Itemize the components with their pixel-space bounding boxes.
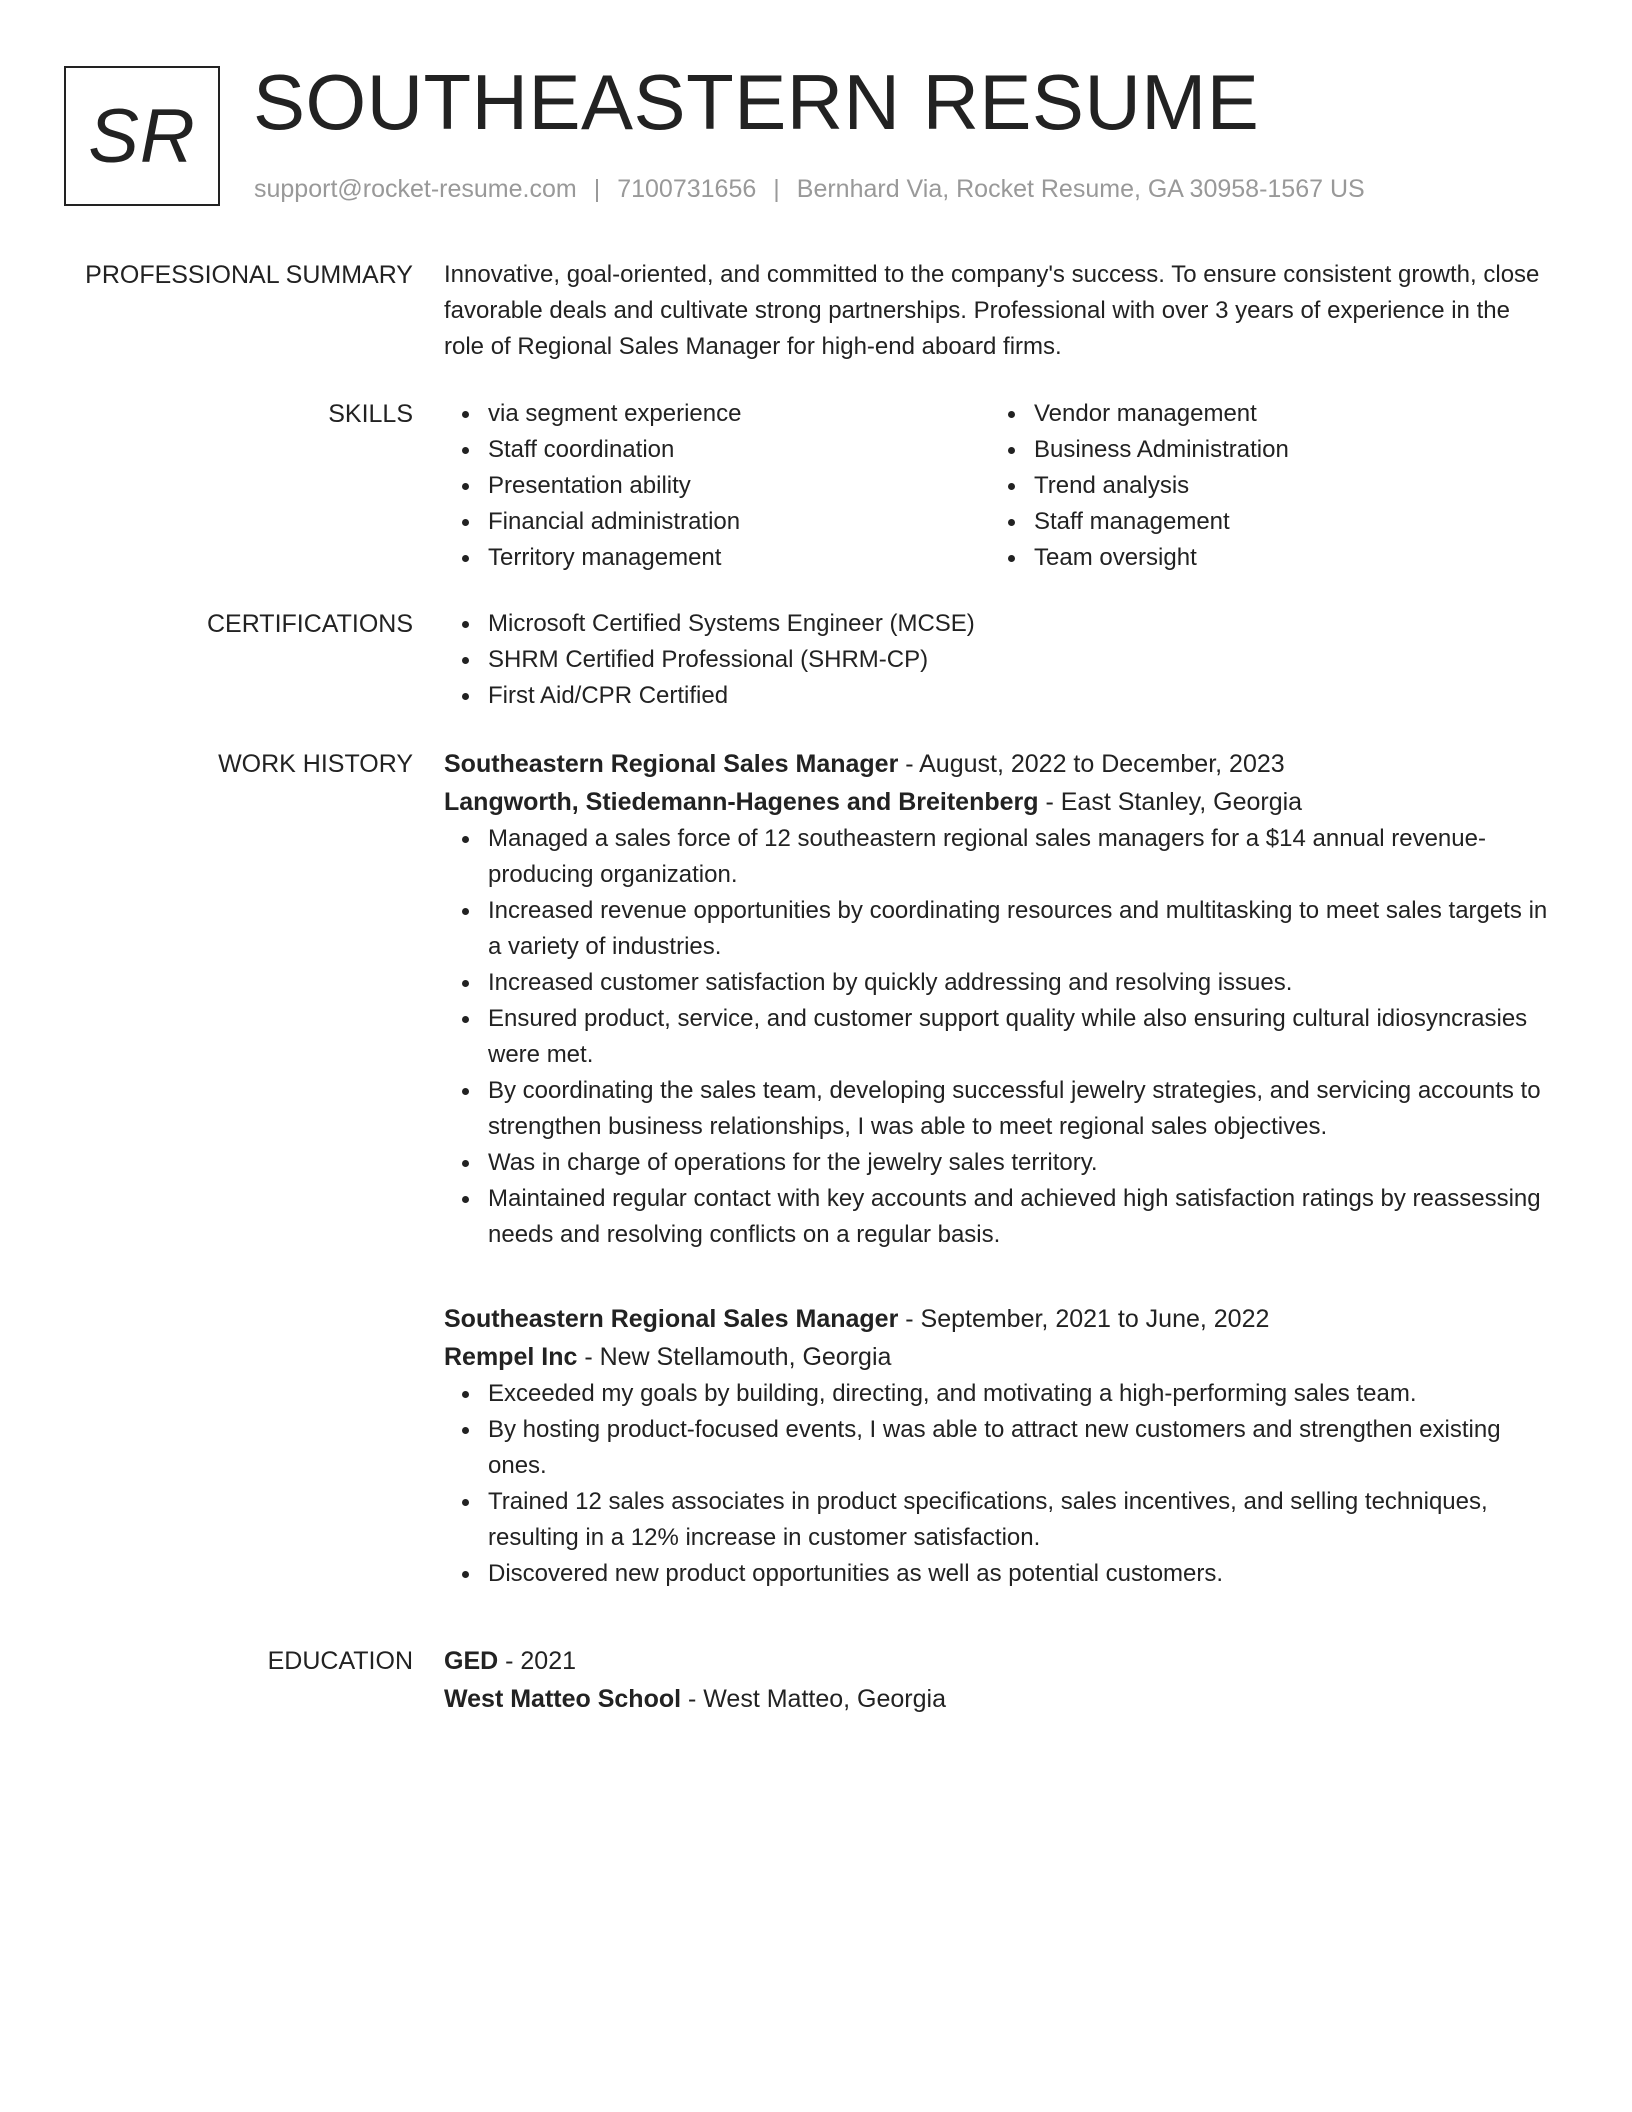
list-item: Staff coordination bbox=[444, 432, 990, 468]
job-bullets bbox=[444, 821, 1554, 1253]
job-location: - East Stanley, Georgia bbox=[1038, 788, 1303, 816]
list-item: Trained 12 sales associates in product specifications, sales incentives, and selling techniques, resulting in a 12% increase in customer satisfaction. bbox=[444, 1484, 1554, 1556]
job-entry bbox=[444, 745, 1554, 1253]
list-item: Microsoft Certified Systems Engineer (MCSE) bbox=[444, 606, 1554, 642]
job-company-line bbox=[444, 783, 1554, 821]
section-label-skills: SKILLS bbox=[328, 400, 413, 428]
contact-address: Bernhard Via, Rocket Resume, GA 30958-1567 US bbox=[796, 175, 1365, 203]
skills-list-right bbox=[990, 396, 1536, 576]
contact-separator: | bbox=[773, 175, 780, 203]
job-company: Rempel Inc bbox=[444, 1343, 578, 1371]
list-item: By hosting product-focused events, I was able to attract new customers and strengthen existing ones. bbox=[444, 1412, 1554, 1484]
contact-line bbox=[254, 172, 1365, 206]
list-item: Business Administration bbox=[990, 432, 1536, 468]
list-item: Ensured product, service, and customer support quality while also ensuring cultural idiosyncrasies were met. bbox=[444, 1001, 1554, 1073]
job-company: Langworth, Stiedemann-Hagenes and Breitenberg bbox=[444, 788, 1039, 816]
list-item: SHRM Certified Professional (SHRM-CP) bbox=[444, 642, 1554, 678]
section-label-education: EDUCATION bbox=[267, 1647, 413, 1675]
list-item: Increased customer satisfaction by quickly addressing and resolving issues. bbox=[444, 965, 1554, 1001]
list-item: Team oversight bbox=[990, 540, 1536, 576]
education-degree: GED bbox=[444, 1647, 499, 1675]
list-item: Maintained regular contact with key accounts and achieved high satisfaction ratings by reassessing needs and resolving conflicts on a regular basis. bbox=[444, 1181, 1554, 1253]
education-year: - 2021 bbox=[498, 1647, 577, 1675]
job-location: - New Stellamouth, Georgia bbox=[577, 1343, 892, 1371]
summary-text: Innovative, goal-oriented, and committed to the company's success. To ensure consistent growth, close favorable deals and cultivate strong partnerships. Professional with over 3 years of experience in the role of Regional Sales Manager for high-end aboard firms. bbox=[444, 261, 1540, 360]
education-school: West Matteo School bbox=[444, 1685, 682, 1713]
list-item: By coordinating the sales team, developing successful jewelry strategies, and servicing accounts to strengthen business relationships, I was able to meet regional sales objectives. bbox=[444, 1073, 1554, 1145]
list-item: Territory management bbox=[444, 540, 990, 576]
job-bullets bbox=[444, 1376, 1554, 1592]
section-label-summary: PROFESSIONAL SUMMARY bbox=[85, 261, 413, 289]
list-item: via segment experience bbox=[444, 396, 990, 432]
list-item: Vendor management bbox=[990, 396, 1536, 432]
contact-phone[interactable]: 7100731656 bbox=[617, 175, 757, 203]
list-item: Financial administration bbox=[444, 504, 990, 540]
list-item: Exceeded my goals by building, directing, and motivating a high-performing sales team. bbox=[444, 1376, 1554, 1412]
section-label-certifications: CERTIFICATIONS bbox=[206, 610, 413, 638]
job-dates: - September, 2021 to June, 2022 bbox=[898, 1305, 1270, 1333]
list-item: Presentation ability bbox=[444, 468, 990, 504]
list-item: Trend analysis bbox=[990, 468, 1536, 504]
resume-name: SOUTHEASTERN RESUME bbox=[253, 58, 1260, 146]
list-item: First Aid/CPR Certified bbox=[444, 678, 1554, 714]
section-label-work-history: WORK HISTORY bbox=[218, 750, 413, 778]
list-item: Discovered new product opportunities as well as potential customers. bbox=[444, 1556, 1554, 1592]
job-title-line bbox=[444, 745, 1554, 783]
job-title-line bbox=[444, 1300, 1554, 1338]
job-dates: - August, 2022 to December, 2023 bbox=[898, 750, 1285, 778]
education-location: - West Matteo, Georgia bbox=[681, 1685, 946, 1713]
contact-email[interactable]: support@rocket-resume.com bbox=[254, 175, 577, 203]
education-degree-line bbox=[444, 1642, 1554, 1680]
certifications-list bbox=[444, 606, 1554, 714]
list-item: Staff management bbox=[990, 504, 1536, 540]
job-entry bbox=[444, 1300, 1554, 1592]
list-item: Increased revenue opportunities by coordinating resources and multitasking to meet sales targets in a variety of industries. bbox=[444, 893, 1554, 965]
job-company-line bbox=[444, 1338, 1554, 1376]
job-title: Southeastern Regional Sales Manager bbox=[444, 750, 899, 778]
monogram-logo: SR bbox=[64, 66, 220, 206]
contact-separator: | bbox=[593, 175, 601, 203]
education-school-line bbox=[444, 1680, 1554, 1718]
list-item: Was in charge of operations for the jewelry sales territory. bbox=[444, 1145, 1554, 1181]
list-item: Managed a sales force of 12 southeastern regional sales managers for a $14 annual revenue-producing organization. bbox=[444, 821, 1554, 893]
skills-list-left bbox=[444, 396, 990, 576]
job-title: Southeastern Regional Sales Manager bbox=[444, 1305, 899, 1333]
